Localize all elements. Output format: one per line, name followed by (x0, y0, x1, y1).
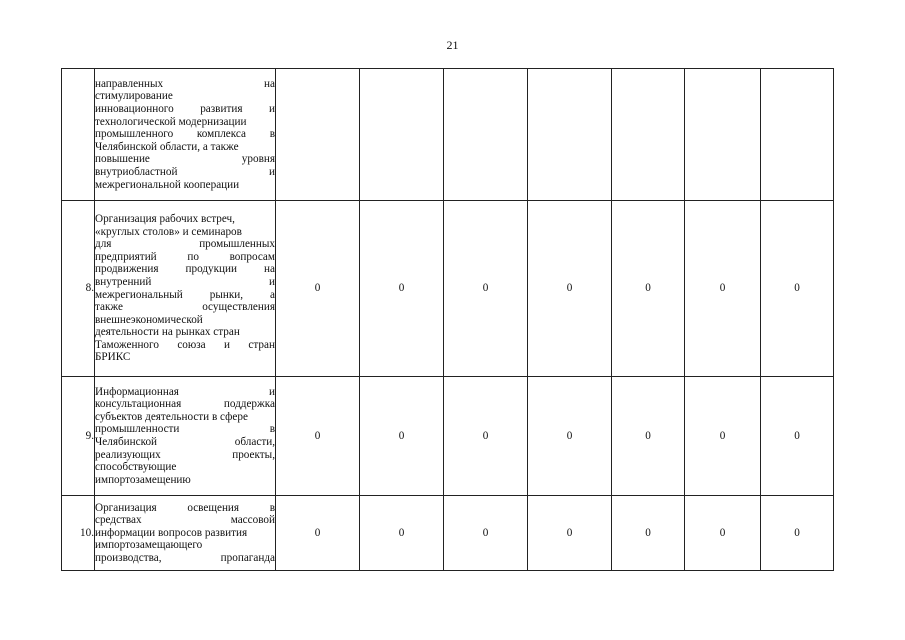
description-word: технологической модернизации (95, 115, 247, 128)
description-word: и (269, 165, 275, 178)
description-line (95, 474, 275, 487)
table-row (62, 201, 834, 377)
description-word: межрегиональной кооперации (95, 178, 240, 191)
description-word: БРИКС (95, 351, 131, 364)
description-word: также (95, 301, 123, 314)
measure-description (95, 377, 276, 496)
description-word: промышленного (95, 128, 174, 141)
description-word: импортозамещающего (95, 539, 203, 552)
value-cell: 0 (612, 377, 685, 496)
description-word: пропаганда (220, 551, 275, 564)
measure-description (95, 201, 276, 377)
value-cell (444, 69, 528, 201)
measure-description (95, 69, 276, 201)
description-word: способствующие (95, 461, 177, 474)
description-line (95, 539, 275, 552)
description-word: и (268, 103, 275, 116)
description-word: внешнеэкономической (95, 313, 203, 326)
description-word: продвижения (95, 263, 159, 276)
value-cell: 0 (444, 496, 528, 571)
description-line (95, 153, 275, 166)
description-word: и (224, 338, 231, 351)
description-word: «круглых столов» и семинаров (95, 225, 242, 238)
row-number: 8. (62, 201, 95, 377)
description-word: направленных (95, 77, 164, 90)
description-line (95, 398, 275, 411)
value-cell: 0 (444, 201, 528, 377)
page-number: 21 (446, 38, 459, 52)
description-word: промышленности (95, 423, 180, 436)
table-row (62, 377, 834, 496)
description-line (95, 326, 275, 339)
description-word: деятельности на рынках стран (95, 326, 240, 339)
description-word: Организация (95, 501, 157, 514)
description-line (95, 527, 275, 540)
value-cell: 0 (360, 496, 444, 571)
description-word: для (95, 238, 112, 251)
description-line (95, 339, 275, 352)
description-line (95, 449, 275, 462)
description-word: а (270, 288, 275, 301)
description-line (95, 386, 275, 399)
value-cell: 0 (360, 377, 444, 496)
description-line (95, 351, 275, 364)
description-line (95, 213, 275, 226)
description-word: стран (248, 338, 275, 351)
value-cell: 0 (761, 201, 834, 377)
value-cell (685, 69, 761, 201)
description-line (95, 128, 275, 141)
value-cell: 0 (761, 377, 834, 496)
description-line (95, 78, 275, 91)
description-word: субъектов деятельности в сфере (95, 410, 248, 423)
description-word: по (187, 250, 199, 263)
description-word: и (269, 385, 275, 398)
description-line (95, 226, 275, 239)
description-line (95, 141, 275, 154)
description-word: стимулирование (95, 90, 173, 103)
description-line (95, 90, 275, 103)
description-line (95, 116, 275, 129)
description-line (95, 251, 275, 264)
description-word: Таможенного (95, 338, 159, 351)
description-line (95, 411, 275, 424)
description-word: внутренний (95, 275, 152, 288)
description-word: средствах (95, 514, 142, 527)
description-word: рынки, (209, 288, 244, 301)
description-word: внутриобластной (95, 165, 178, 178)
description-word: осуществления (202, 301, 275, 314)
description-word: области, (234, 436, 275, 448)
description-word: массовой (230, 514, 275, 527)
value-cell: 0 (685, 377, 761, 496)
description-word: на (264, 263, 275, 276)
value-cell (528, 69, 612, 201)
description-word: повышение (95, 153, 150, 166)
value-cell: 0 (685, 496, 761, 571)
description-line (95, 276, 275, 289)
description-word: в (269, 423, 275, 436)
description-line (95, 552, 275, 565)
description-line (95, 461, 275, 474)
description-word: Челябинской области, а также (95, 140, 239, 153)
description-line (95, 179, 275, 192)
description-line (95, 436, 275, 449)
value-cell: 0 (276, 201, 360, 377)
description-word: проекты, (232, 448, 275, 461)
description-word: инновационного (95, 103, 174, 116)
description-line (95, 263, 275, 276)
description-word: Организация рабочих встреч, (95, 212, 235, 225)
value-cell: 0 (761, 496, 834, 571)
value-cell: 0 (528, 377, 612, 496)
value-cell (761, 69, 834, 201)
row-number: 9. (62, 377, 95, 496)
description-word: консультационная (95, 398, 182, 411)
table-row (62, 496, 834, 571)
description-line (95, 314, 275, 327)
description-line (95, 238, 275, 251)
description-word: реализующих (95, 448, 161, 461)
description-word: в (269, 128, 275, 141)
description-word: межрегиональный (95, 288, 183, 301)
description-line (95, 502, 275, 515)
description-word: производства, (95, 551, 162, 564)
description-word: в (269, 501, 275, 514)
description-word: Информационная (95, 385, 179, 398)
description-word: поддержка (223, 398, 275, 411)
value-cell: 0 (444, 377, 528, 496)
description-word: предприятий (95, 250, 157, 263)
description-word: союза (177, 338, 206, 351)
description-word: информации вопросов развития (95, 526, 248, 539)
value-cell: 0 (276, 377, 360, 496)
description-word: развития (200, 103, 243, 116)
program-measures-table (61, 68, 834, 571)
value-cell: 0 (360, 201, 444, 377)
value-cell: 0 (612, 496, 685, 571)
description-word: освещения (187, 501, 240, 514)
description-line (95, 301, 275, 314)
value-cell: 0 (528, 496, 612, 571)
description-line (95, 103, 275, 116)
description-line (95, 423, 275, 436)
description-word: комплекса (196, 128, 246, 141)
description-word: Челябинской (95, 436, 158, 448)
description-word: на (264, 77, 275, 90)
value-cell (612, 69, 685, 201)
value-cell: 0 (685, 201, 761, 377)
description-line (95, 166, 275, 179)
value-cell: 0 (276, 496, 360, 571)
measure-description (95, 496, 276, 571)
row-number: 10. (62, 496, 95, 571)
description-word: промышленных (199, 238, 275, 251)
value-cell: 0 (612, 201, 685, 377)
description-word: и (269, 275, 275, 288)
description-line (95, 289, 275, 302)
row-number (62, 69, 95, 201)
description-word: уровня (241, 153, 275, 166)
description-word: продукции (185, 263, 238, 276)
value-cell (360, 69, 444, 201)
description-word: вопросам (229, 250, 275, 263)
value-cell (276, 69, 360, 201)
table-row (62, 69, 834, 201)
value-cell: 0 (528, 201, 612, 377)
description-word: импортозамещению (95, 473, 191, 486)
description-line (95, 514, 275, 527)
